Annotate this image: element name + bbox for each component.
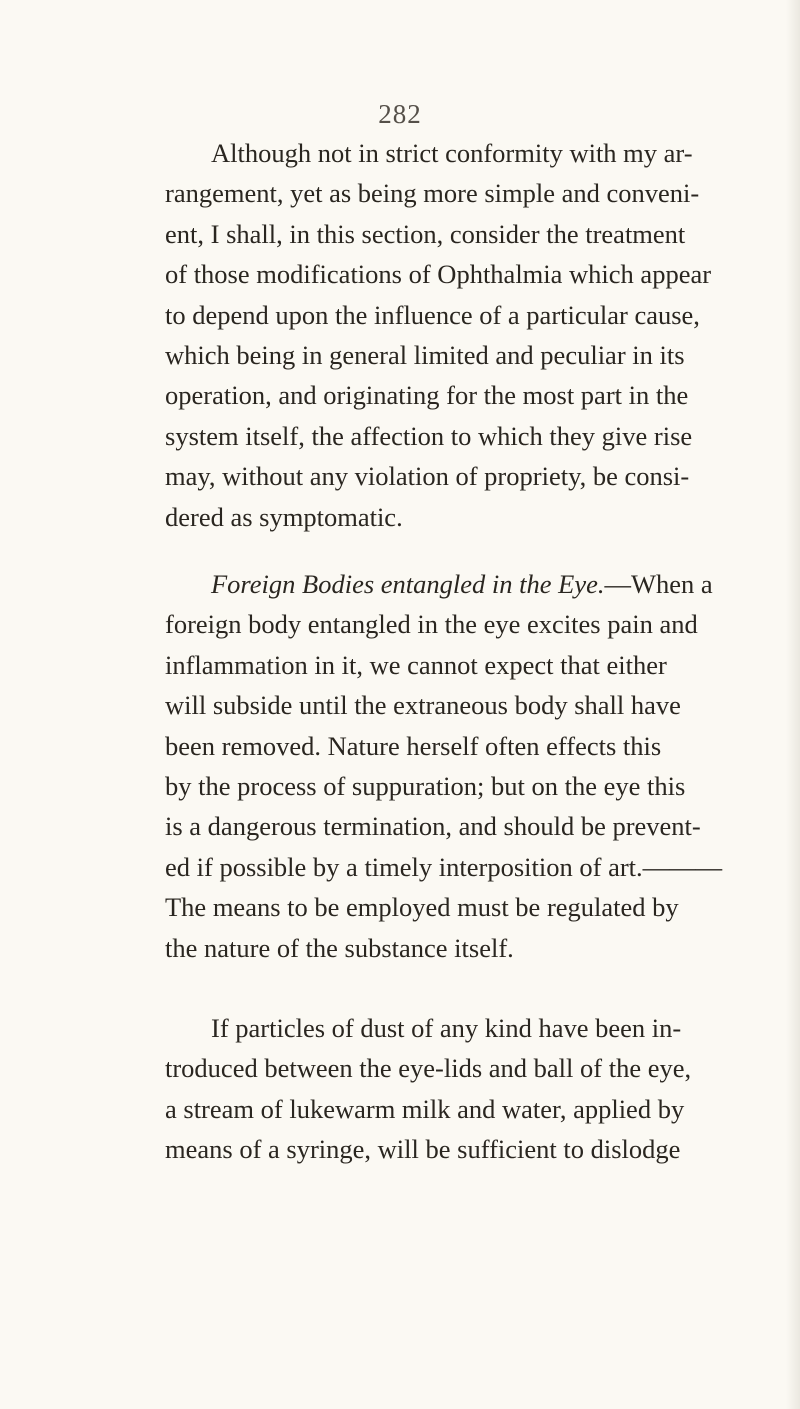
text-line: by the process of suppuration; but on the eye this	[165, 770, 686, 801]
paragraph-foreign-bodies	[165, 564, 723, 968]
heading-continuation: —When a	[604, 569, 713, 599]
text-line: the nature of the substance itself.	[165, 932, 514, 963]
page-edge-shadow	[786, 0, 800, 1409]
text-line: been removed. Nature herself often effects this	[165, 730, 662, 761]
text-line: troduced between the eye-lids and ball of the eye,	[165, 1053, 692, 1084]
paragraph-intro	[165, 133, 712, 537]
text-line: ed if possible by a timely interposition of art.———	[165, 851, 723, 882]
text-line: of those modifications of Ophthalmia which appear	[165, 259, 712, 290]
text-line: may, without any violation of propriety, be consi-	[165, 461, 690, 492]
paragraph-dust-particles	[165, 1008, 692, 1170]
text-line: will subside until the extraneous body shall have	[165, 690, 681, 721]
text-line: Although not in strict conformity with my ar-	[211, 138, 693, 168]
text-line: to depend upon the influence of a particular cause,	[165, 299, 700, 330]
text-line: is a dangerous termination, and should be prevent-	[165, 811, 701, 842]
text-line: a stream of lukewarm milk and water, applied by	[165, 1093, 685, 1124]
text-line: system itself, the affection to which they give rise	[165, 420, 693, 451]
text-line: ent, I shall, in this section, consider the treatment	[165, 218, 686, 249]
section-heading: Foreign Bodies entangled in the Eye.	[211, 569, 605, 599]
text-line: means of a syringe, will be sufficient to dislodge	[165, 1134, 681, 1165]
text-line	[165, 564, 713, 604]
text-line: which being in general limited and peculiar in its	[165, 339, 685, 370]
text-line: operation, and originating for the most part in the	[165, 380, 689, 411]
text-line: rangement, yet as being more simple and conveni-	[165, 178, 700, 209]
text-line: foreign body entangled in the eye excites pain and	[165, 609, 698, 640]
text-line: The means to be employed must be regulated by	[165, 892, 679, 923]
page-number: 282	[378, 99, 422, 129]
text-line: inflammation in it, we cannot expect that either	[165, 649, 667, 680]
text-line: If particles of dust of any kind have been in-	[211, 1013, 682, 1043]
text-line: dered as symptomatic.	[165, 501, 403, 532]
